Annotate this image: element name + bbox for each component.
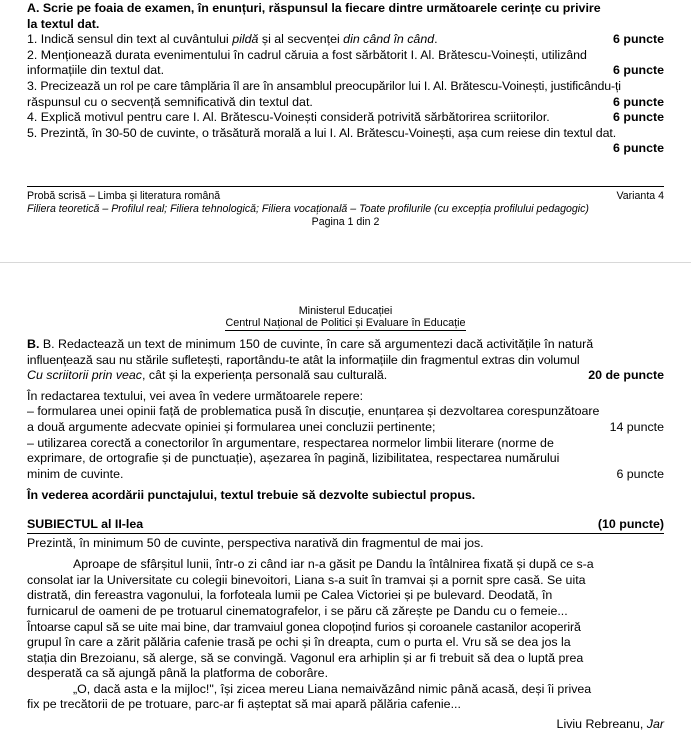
question-4-text: 4. Explică motivul pentru care I. Al. Brătescu-Voinești consideră potrivită sărbătorirea scriitorilor. [27,110,550,125]
question-1-text: 1. Indică sensul din text al cuvântului pildă și al secvenței din când în când. [27,32,438,47]
footer-variant: Varianta 4 [616,190,664,202]
criterion-2 [27,467,664,483]
page-2 [0,262,691,750]
volume-title: Cu scriitorii prin veac [27,368,142,383]
footer-page-number: Pagina 1 din 2 [311,216,380,228]
question-3 [27,95,664,111]
section-b [27,337,664,733]
question-2-line-2: informațiile din textul dat. [27,63,165,78]
section-a-heading-line-1: A. Scrie pe foaia de examen, în enunțuri, răspunsul la fiecare dintre următoarele cerințe cu privire [27,1,601,15]
excerpt-p1-line-2: consolat iar la Universitate cu colegii binevoitori, Liana s-a suit în tramvai și a pornit spre casă. Se uita [27,572,586,587]
subiect-2-task: Prezintă, în minimum 50 de cuvinte, perspectiva narativă din fragmentul de mai jos. [27,535,484,550]
excerpt [27,557,664,733]
criterion-2-points: 6 puncte [616,466,664,481]
subiect-2-title: SUBIECTUL al II-lea [27,516,144,531]
question-5-points: 6 puncte [613,141,664,156]
excerpt-p1-line-8: desperată ca să ajungă până la platforma de coborâre. [27,666,329,681]
criterion-1-line-2: a două argumente adecvate opiniei și formularea unei concluzii pertinente; [27,419,436,434]
subiect-2-points: (10 puncte) [597,516,664,531]
page-1 [0,0,691,240]
header-center: Centrul Național de Politici și Evaluare în Educație [225,317,466,330]
section-b-line-3 [27,368,664,384]
question-4-points: 6 puncte [613,110,664,125]
excerpt-author: Liviu Rebreanu, [556,717,647,732]
page-2-header [27,305,664,331]
criterion-2-line-3: minim de cuvinte. [27,466,124,481]
excerpt-p2-line-2: fix pe trecătorii de pe trotuare, parc-ar fi așteptat să mai apară pălăria cafenie... [27,697,461,712]
criterion-1 [27,420,664,436]
question-5-text: 5. Prezintă, în 30-50 de cuvinte, o trăsătură morală a lui I. Al. Brătescu-Voinești, așa cum reiese din textul dat. [27,125,617,140]
question-2-line-1: 2. Menționează durata evenimentului în cadrul căruia a fost sărbătorit I. Al. Brătescu-Voinești, utilizând [27,47,587,62]
question-1 [27,32,664,48]
excerpt-source [27,717,664,733]
section-b-points: 20 de puncte [588,368,664,383]
question-3-line-2: răspunsul cu o secvență semnificativă din textul dat. [27,94,313,109]
excerpt-p1-line-5: Întoarse capul să se uite mai bine, dar tramvaiul gonea clopoțind furios și coroanele castanilor acoperiră [27,619,581,634]
section-b-line-3-rest: , cât și la experiența personală sau culturală. [142,368,388,383]
header-ministry: Ministerul Educației [298,305,393,317]
question-3-line-1: 3. Precizează un rol pe care tâmplăria îl are în ansamblul preocupărilor lui I. Al. Brătescu-Voinești, justificându-ți [27,78,621,93]
section-b-line-1: B. B. Redactează un text de minimum 150 de cuvinte, în care să argumentezi dacă activitățile în natură [27,337,594,351]
criterion-2-line-2: exprimare, de ortografie și de punctuație), așezarea în pagină, lizibilitatea, respectarea numărului [27,451,560,466]
criteria-intro: În redactarea textului, vei avea în vedere următoarele repere: [27,388,364,403]
excerpt-p1-line-7: stația din Brezoianu, să alerge, să se convingă. Vagonul era arhiplin și ar fi trebuit să dea o luptă prea [27,650,584,665]
question-2 [27,63,664,79]
section-a [27,1,664,157]
excerpt-p1-line-6: grupul în care a zărit pălăria cafenie trasă pe ochi și în dreapta, cum o purta el. Vru să se dea jos la [27,635,571,650]
question-4 [27,110,664,126]
criterion-1-points: 14 puncte [609,419,664,434]
footer-exam: Probă scrisă – Limba și literatura română [27,190,221,202]
excerpt-work: Jar [646,717,664,732]
section-b-note: În vederea acordării punctajului, textul trebuie să dezvolte subiectul propus. [27,488,476,503]
section-b-line-1-text: B. Redactează un text de minimum 150 de cuvinte, în care să argumentezi dacă activitățile în natură [42,337,594,351]
criterion-1-line-1: – formularea unei opinii față de problematica pusă în discuție, enunțarea și dezvoltarea corespunzătoare [27,404,600,419]
excerpt-p1-line-3: distrată, din fereastra vagonului, la forfoteala lumii pe Calea Victoriei și pe bulevard. Deodată, în [27,588,553,603]
question-2-points: 6 puncte [613,63,664,78]
page-1-footer [27,190,664,229]
excerpt-p2-line-1: „O, dacă asta e la mijloc!", își zicea mereu Liana nemaivăzând nimic până acasă, deși îi privea [73,681,592,696]
excerpt-p1-line-1: Aproape de sfârșitul lunii, într-o zi când iar n-a găsit pe Dandu la întâlnirea fixată și după ce s-a [73,557,594,572]
footer-filiera: Filiera teoretică – Profilul real; Filiera tehnologică; Filiera vocațională – Toate profilurile (cu excepția profilului pedagogic) [27,203,589,215]
page-gap [0,240,691,262]
section-b-line-2: influențează sau nu stările sufletești, raportându-te atât la informațiile din fragmentul extras din volumul [27,352,580,367]
question-3-points: 6 puncte [613,94,664,109]
subiect-2-heading [27,517,664,534]
footer-divider [27,186,664,187]
section-a-heading-line-2: la textul dat. [27,16,100,31]
excerpt-p1-line-4: furnicarul de oameni de pe trotuarul cinematografelor, i se păru că zărește pe Dandu cu o femeie... [27,603,568,618]
criterion-2-line-1: – utilizarea corectă a conectorilor în argumentare, respectarea normelor limbii literare (norme de [27,435,554,450]
question-1-points: 6 puncte [613,32,664,47]
